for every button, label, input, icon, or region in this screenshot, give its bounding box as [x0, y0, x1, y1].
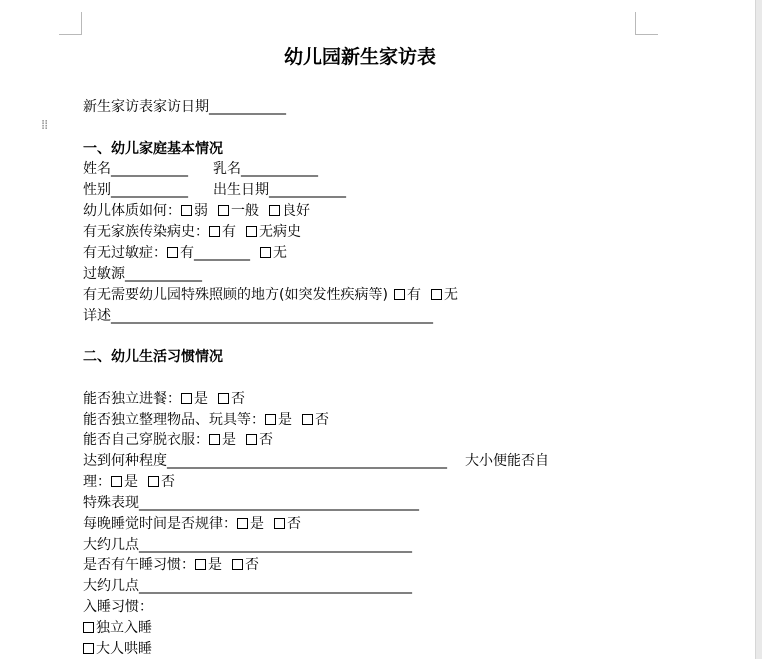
checkbox-dress-no[interactable]: [246, 434, 257, 445]
checkbox-allergy-no[interactable]: [260, 247, 271, 258]
checkbox-night-sleep-no[interactable]: [274, 518, 285, 529]
checkbox-eat-no[interactable]: [218, 393, 229, 404]
birth-date-field: 出生日期___________: [213, 182, 346, 198]
special-care-row: [83, 285, 458, 305]
section2-heading: 二、幼儿生活习惯情况: [83, 349, 223, 365]
gender-field: 性别___________: [83, 182, 188, 198]
drag-handle-icon[interactable]: ⁞⁞: [41, 118, 48, 133]
nap-row: [83, 555, 259, 575]
degree-field: 达到何种程度________________________________________: [83, 453, 447, 469]
checkbox-night-sleep-yes[interactable]: [237, 518, 248, 529]
degree-row: [83, 451, 549, 471]
checkbox-allergy-yes[interactable]: [167, 247, 178, 258]
option-allergy-yes: 有________: [180, 245, 250, 261]
option-allergy-no: 无: [273, 245, 287, 261]
night-sleep-row: [83, 514, 301, 534]
nap-label: 是否有午睡习惯：: [83, 557, 195, 573]
option-coaxed-sleep: 大人哄睡: [96, 641, 152, 657]
section1-heading: 一、幼儿家庭基本情况: [83, 141, 223, 157]
option-weak: 弱: [194, 203, 208, 219]
checkbox-average[interactable]: [218, 205, 229, 216]
option-nap-no: 否: [245, 557, 259, 573]
checkbox-good[interactable]: [269, 205, 280, 216]
tidy-row: [83, 410, 329, 430]
special-behavior-field: 特殊表现________________________________________: [83, 495, 419, 511]
checkbox-nap-yes[interactable]: [195, 559, 206, 570]
option-toilet-no: 否: [161, 474, 175, 490]
page-corner-mark-top-left: [59, 12, 82, 35]
checkbox-toilet-no[interactable]: [148, 476, 159, 487]
option-no-disease: 无病史: [259, 224, 301, 240]
allergen-field: 过敏源___________: [83, 266, 202, 282]
checkbox-independent-sleep[interactable]: [83, 622, 94, 633]
option-night-sleep-yes: 是: [250, 516, 264, 532]
visit-date-field: 新生家访表家访日期___________: [83, 99, 286, 115]
family-disease-label: 有无家族传染病史：: [83, 224, 209, 240]
about-time-field-1: 大约几点_______________________________________: [83, 537, 412, 553]
special-care-label: 有无需要幼儿园特殊照顾的地方(如突发性疾病等): [83, 287, 388, 303]
checkbox-eat-yes[interactable]: [181, 393, 192, 404]
checkbox-special-care-no[interactable]: [431, 289, 442, 300]
allergy-row: [83, 243, 287, 263]
checkbox-weak[interactable]: [181, 205, 192, 216]
checkbox-tidy-no[interactable]: [302, 414, 313, 425]
dress-label: 能否自己穿脱衣服：: [83, 432, 209, 448]
eat-label: 能否独立进餐：: [83, 391, 181, 407]
page-corner-mark-top-right: [635, 12, 658, 35]
sleep-habit-option-independent: [83, 618, 152, 638]
option-average: 一般: [231, 203, 259, 219]
tidy-label: 能否独立整理物品、玩具等：: [83, 412, 265, 428]
toilet-label-part1: 大小便能否自: [465, 453, 549, 469]
allergy-label: 有无过敏症：: [83, 245, 167, 261]
name-row: [83, 159, 318, 179]
option-tidy-yes: 是: [278, 412, 292, 428]
name-field: 姓名___________: [83, 161, 188, 177]
about-time-field-2: 大约几点_______________________________________: [83, 578, 412, 594]
dress-row: [83, 430, 273, 450]
checkbox-toilet-yes[interactable]: [111, 476, 122, 487]
constitution-row: [83, 201, 310, 221]
details-field: 详述______________________________________________: [83, 308, 433, 324]
option-dress-yes: 是: [222, 432, 236, 448]
checkbox-dress-yes[interactable]: [209, 434, 220, 445]
eat-row: [83, 389, 245, 409]
option-good: 良好: [282, 203, 310, 219]
toilet-label-part2: 理：: [83, 474, 111, 490]
document-title: 幼儿园新生家访表: [283, 46, 436, 68]
gender-row: [83, 180, 346, 200]
option-eat-yes: 是: [194, 391, 208, 407]
sleep-habit-option-coaxed: [83, 639, 152, 659]
option-nap-yes: 是: [208, 557, 222, 573]
option-night-sleep-no: 否: [287, 516, 301, 532]
night-sleep-label: 每晚睡觉时间是否规律：: [83, 516, 237, 532]
option-special-care-no: 无: [443, 287, 458, 303]
checkbox-has-disease[interactable]: [209, 226, 220, 237]
option-tidy-no: 否: [315, 412, 329, 428]
option-has: 有: [222, 224, 236, 240]
checkbox-tidy-yes[interactable]: [265, 414, 276, 425]
toilet-row: [83, 472, 175, 492]
option-toilet-yes: 是: [124, 474, 138, 490]
checkbox-nap-no[interactable]: [232, 559, 243, 570]
family-disease-row: [83, 222, 301, 242]
sleep-habit-label: 入睡习惯：: [83, 599, 153, 615]
vertical-scrollbar[interactable]: [755, 0, 762, 659]
option-dress-no: 否: [259, 432, 273, 448]
option-special-care-yes: 有: [406, 287, 421, 303]
constitution-label: 幼儿体质如何：: [83, 203, 181, 219]
checkbox-special-care-yes[interactable]: [394, 289, 405, 300]
option-independent-sleep: 独立入睡: [96, 620, 152, 636]
nickname-field: 乳名___________: [213, 161, 318, 177]
checkbox-coaxed-sleep[interactable]: [83, 643, 94, 654]
checkbox-no-disease[interactable]: [246, 226, 257, 237]
option-eat-no: 否: [231, 391, 245, 407]
